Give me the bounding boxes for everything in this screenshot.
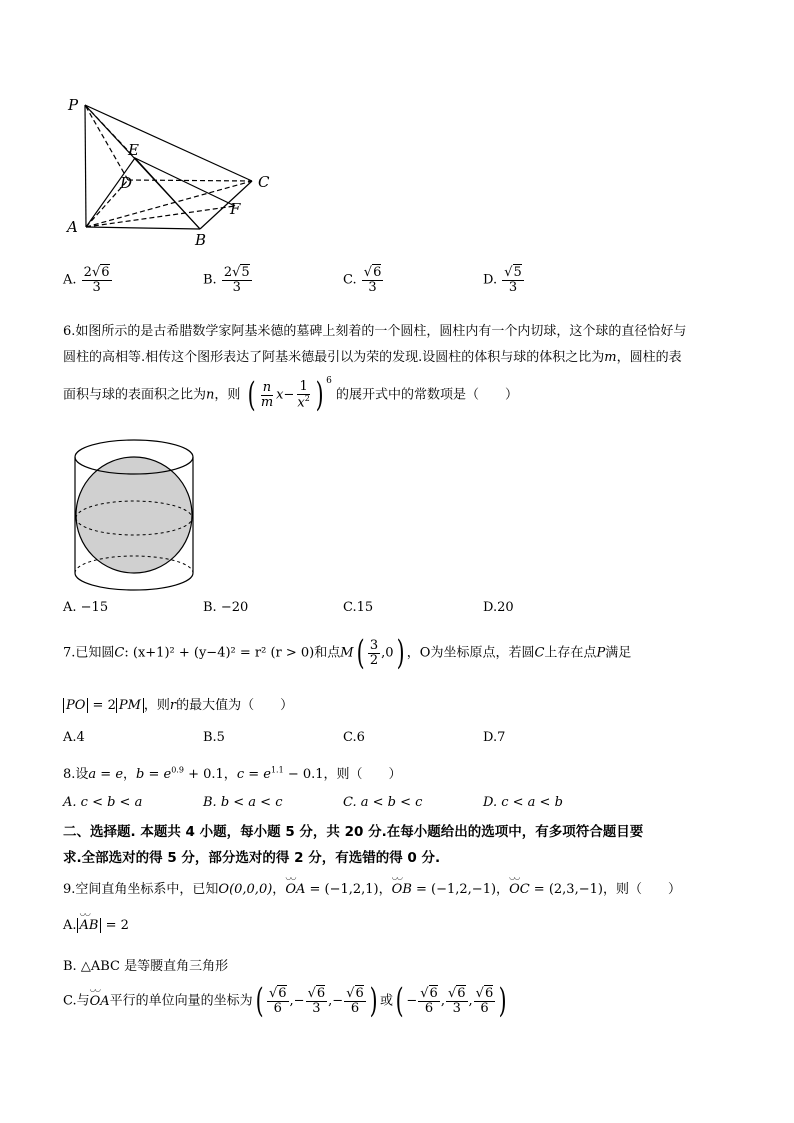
q5-option-b[interactable]: B. $\frac{2√5}{3}$: [203, 265, 250, 295]
q6-option-b[interactable]: B. −20: [203, 600, 249, 615]
q7-option-a[interactable]: A.4: [63, 730, 85, 745]
q8-option-b[interactable]: B. b < a < c: [203, 795, 283, 810]
q9-option-a[interactable]: A.◡◡ AB = 2: [63, 918, 129, 933]
q8-option-a[interactable]: A. c < b < a: [63, 795, 143, 810]
q7-line1: 7.已知圆C: (x+1)² + (y−4)² = r² (r > 0)和点M( $\frac{3}{2}$ ,0) ，O为坐标原点，若圆C上存在点P满足: [63, 633, 632, 673]
label-c: C: [258, 173, 270, 191]
q8-line1: 8.设a = e，$b = e^{0.9} + 0.1$，$c = e^{1.1} - 0.1$，则（ ）: [63, 765, 402, 782]
section2-heading-line1: 二、选择题. 本题共 4 小题，每小题 5 分，共 20 分.在每小题给出的选项中，有多项符合题目要: [63, 824, 644, 840]
label-f: F: [230, 200, 241, 218]
label-a: A: [67, 218, 78, 236]
q9-line1: 9.空间直角坐标系中，已知O(0,0,0)，◡◡ OA = (−1,2,1)，◡◡ OB = (−1,2,−1)，◡◡ OC = (2,3,−1)，则（ ）: [63, 878, 681, 897]
q8-option-d[interactable]: D. c < a < b: [483, 795, 563, 810]
q6-option-d[interactable]: D.20: [483, 600, 514, 615]
q9-option-c[interactable]: C.与◡◡ OA平行的单位向量的坐标为( $\frac{√6}{6}$ ,− $\frac{√6}{3}$ ,− $\frac{√6}{6}$ ) 或( − $\frac{√6}{6}$ , $\frac{√6}{3}$ , $\frac{√6}{6}$ ): [63, 984, 510, 1018]
q7-option-c[interactable]: C.6: [343, 730, 365, 745]
q5-option-c[interactable]: C. $\frac{√6}{3}$: [343, 265, 382, 295]
q7-option-d[interactable]: D.7: [483, 730, 506, 745]
pyramid-figure: [60, 92, 280, 252]
label-b: B: [195, 231, 207, 249]
q7-option-b[interactable]: B.5: [203, 730, 225, 745]
label-p: P: [68, 96, 79, 114]
q5-option-d[interactable]: D. $\frac{√5}{3}$: [483, 265, 522, 295]
cylinder-sphere-figure: [70, 432, 200, 592]
q6-line2: 圆柱的高相等.相传这个图形表达了阿基米德最引以为荣的发现.设圆柱的体积与球的体积之比为m，圆柱的表: [63, 350, 682, 365]
q8-option-c[interactable]: C. a < b < c: [343, 795, 423, 810]
label-d: D: [120, 174, 133, 192]
q9-option-b[interactable]: B. △ABC 是等腰直角三角形: [63, 959, 229, 974]
section2-heading-line2: 求.全部选对的得 5 分，部分选对的得 2 分，有选错的得 0 分.: [63, 850, 441, 866]
label-e: E: [128, 141, 139, 159]
q7-line2: PO = 2 PM ，则r的最大值为（ ）: [63, 694, 293, 713]
q6-option-a[interactable]: A. −15: [63, 600, 109, 615]
q6-option-c[interactable]: C.15: [343, 600, 374, 615]
q6-line1: 6.如图所示的是古希腊数学家阿基米德的墓碑上刻着的一个圆柱，圆柱内有一个内切球，这个球的直径恰好与: [63, 324, 687, 339]
q6-line3: 面积与球的表面积之比为n，则 ( $\frac{n}{m}$ x− $\frac{1}{x^2}$ ) $^6$ 的展开式中的常数项是（ ）: [63, 375, 518, 415]
q5-option-a[interactable]: A. $\frac{2√6}{3}$: [63, 265, 110, 295]
